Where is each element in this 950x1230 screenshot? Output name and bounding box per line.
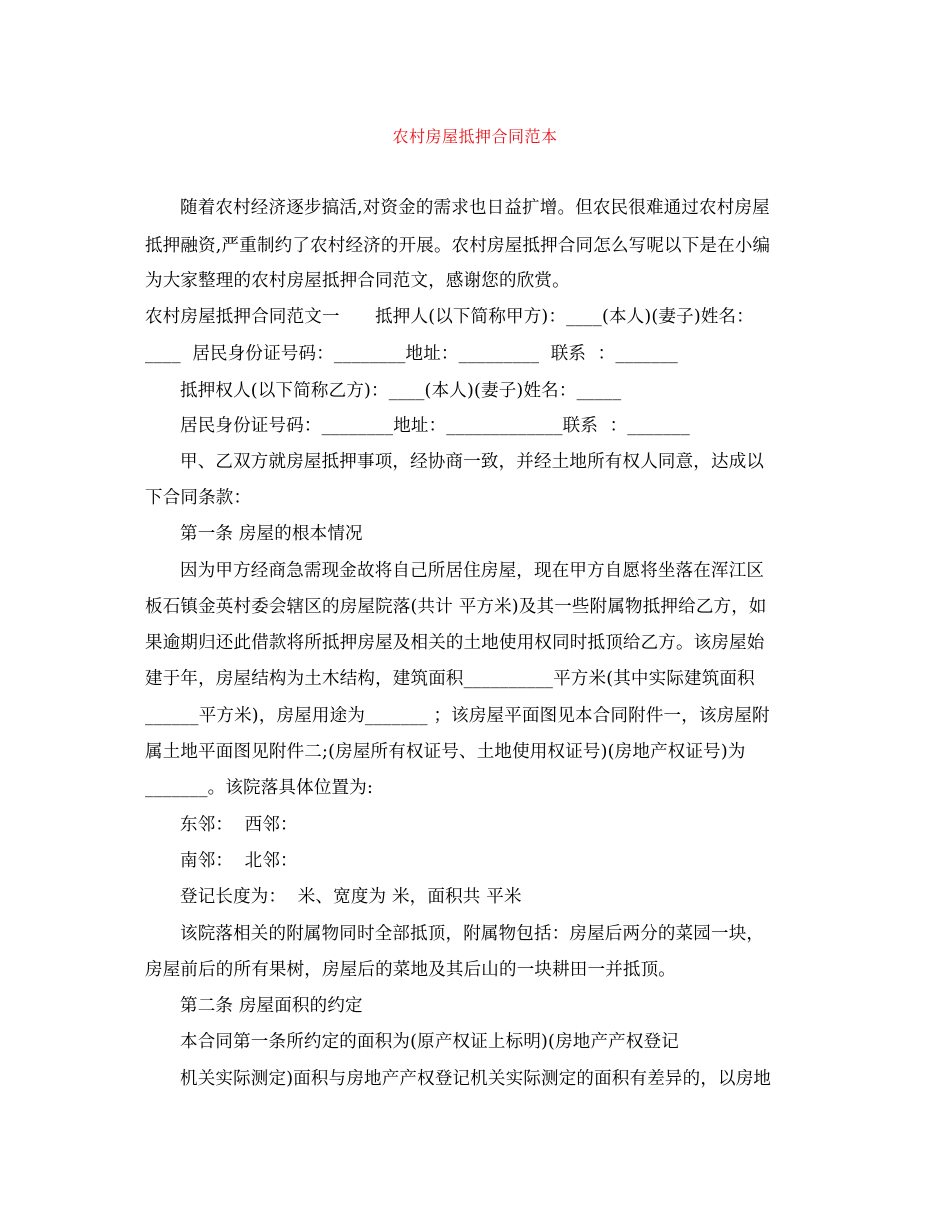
paragraph-line: 东邻： 西邻： <box>180 815 298 835</box>
section-heading: 第一条 房屋的根本情况 <box>180 524 363 544</box>
paragraph-line: 该院落相关的附属物同时全部抵顶，附属物包括：房屋后两分的菜园一块， <box>180 924 765 944</box>
paragraph-line: 抵押融资,严重制约了农村经济的开展。农村房屋抵押合同怎么写呢以下是在小编 <box>145 236 771 256</box>
paragraph-line: 居民身份证号码：________地址：_____________联系 ：_______ <box>180 416 690 436</box>
paragraph-line: 属土地平面图见附件二;(房屋所有权证号、土地使用权证号)(房地产权证号)为 <box>145 742 746 762</box>
document-title: 农村房屋抵押合同范本 <box>392 127 558 146</box>
section-heading: 第二条 房屋面积的约定 <box>180 996 363 1016</box>
paragraph-line: 本合同第一条所约定的面积为(原产权证上标明)(房地产产权登记 <box>180 1032 679 1052</box>
paragraph-line: 房屋前后的所有果树，房屋后的菜地及其后山的一块耕田一并抵顶。 <box>145 960 676 980</box>
paragraph-line: 南邻： 北邻： <box>180 851 298 871</box>
paragraph-line: 随着农村经济逐步搞活,对资金的需求也日益扩增。但农民很难通过农村房屋 <box>180 198 770 218</box>
paragraph-line: 建于年，房屋结构为土木结构，建筑面积__________平方米(其中实际建筑面积 <box>145 669 755 689</box>
paragraph-line: 甲、乙双方就房屋抵押事项，经协商一致，并经土地所有权人同意，达成以 <box>180 452 765 472</box>
paragraph-line: 农村房屋抵押合同范文一 抵押人(以下简称甲方)：____(本人)(妻子)姓名： <box>145 307 754 327</box>
paragraph-line: 为大家整理的农村房屋抵押合同范文，感谢您的欣赏。 <box>145 271 570 291</box>
paragraph-line: _______。该院落具体位置为: <box>145 778 374 798</box>
paragraph-line: ____ 居民身份证号码：________地址：_________ 联系 ：_______ <box>145 344 678 364</box>
paragraph-line: 机关实际测定)面积与房地产产权登记机关实际测定的面积有差异的，以房地 <box>180 1069 772 1089</box>
paragraph-line: ______平方米)，房屋用途为_______ ；该房屋平面图见本合同附件一，该房屋附 <box>145 706 770 726</box>
paragraph-line: 下合同条款： <box>145 488 252 508</box>
paragraph-line: 因为甲方经商急需现金故将自己所居住房屋，现在甲方自愿将坐落在浑江区 <box>180 561 765 581</box>
paragraph-line: 抵押权人(以下简称乙方)：____(本人)(妻子)姓名：_____ <box>180 381 622 401</box>
paragraph-line: 登记长度为： 米、宽度为 米，面积共 平米 <box>180 887 522 907</box>
paragraph-line: 果逾期归还此借款将所抵押房屋及相关的土地使用权同时抵顶给乙方。该房屋始 <box>145 633 765 653</box>
paragraph-line: 板石镇金英村委会辖区的房屋院落(共计 平方米)及其一些附属物抵押给乙方，如 <box>145 597 767 617</box>
